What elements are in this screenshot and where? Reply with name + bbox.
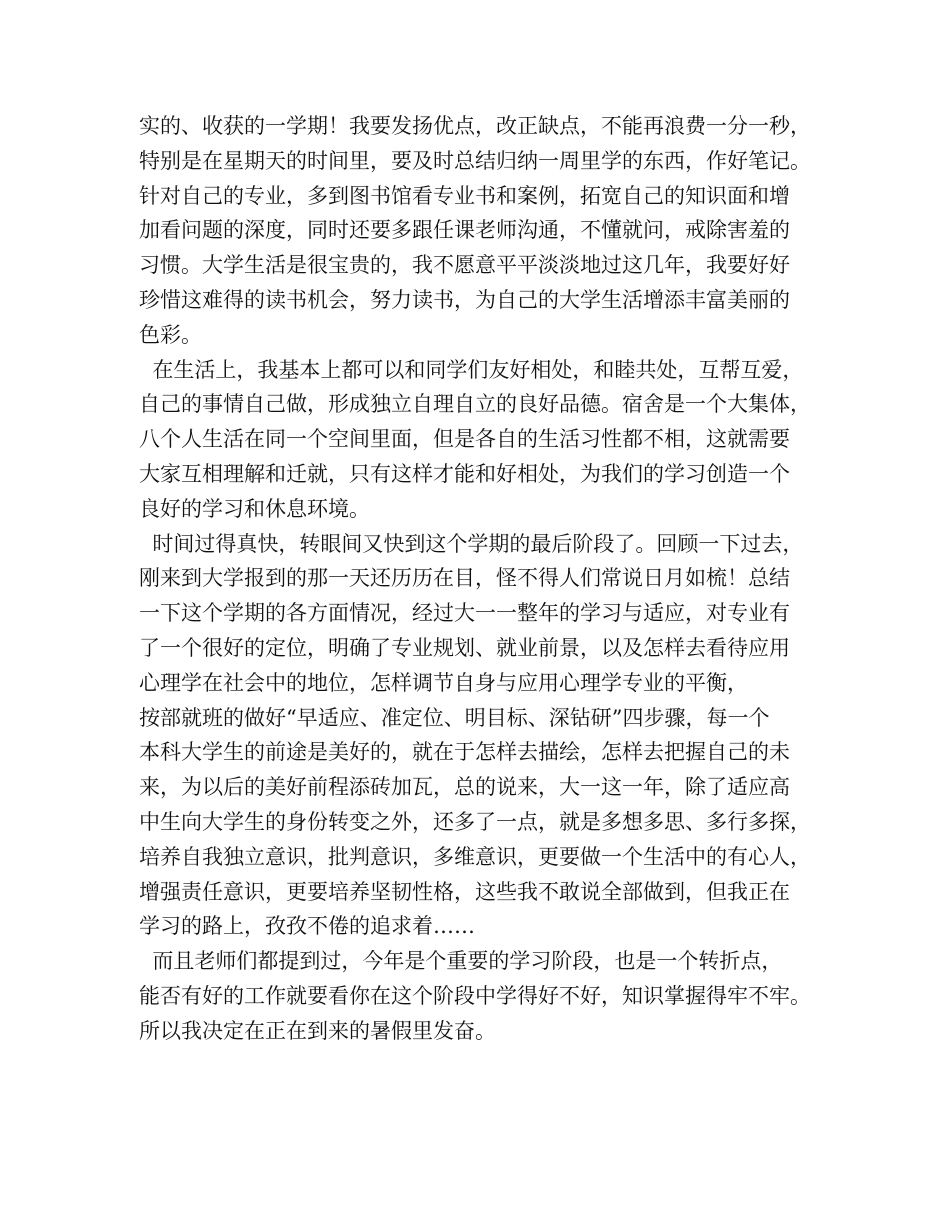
text-line: 来，为以后的美好前程添砖加瓦，总的说来，大一这一年，除了适应高 [139,775,790,800]
text-line: 习惯。大学生活是很宝贵的，我不愿意平平淡淡地过这几年，我要好好 [139,253,790,278]
text-line: 色彩。 [139,322,202,347]
text-line: 而且老师们都提到过，今年是个重要的学习阶段，也是一个转折点， [139,949,783,974]
text-line: 刚来到大学报到的那一天还历历在目，怪不得人们常说日月如梳！总结 [139,566,790,591]
text-line: 大家互相理解和迁就，只有这样才能和好相处，为我们的学习创造一个 [139,461,790,486]
text-line: 针对自己的专业，多到图书馆看专业书和案例，拓宽自己的知识面和增 [139,183,790,208]
text-line: 能否有好的工作就要看你在这个阶段中学得好不好，知识掌握得牢不牢。 [139,983,811,1008]
text-line: 时间过得真快，转眼间又快到这个学期的最后阶段了。回顾一下过去， [139,531,804,556]
text-line: 特别是在星期天的时间里，要及时总结归纳一周里学的东西，作好笔记。 [139,148,811,173]
text-line: 一下这个学期的各方面情况，经过大一一整年的学习与适应，对专业有 [139,601,790,626]
text-line: 心理学在社会中的地位，怎样调节自身与应用心理学专业的平衡， [139,670,748,695]
text-line: 自己的事情自己做，形成独立自理自立的良好品德。宿舍是一个大集体， [139,392,811,417]
text-line: 实的、收获的一学期！我要发扬优点，改正缺点，不能再浪费一分一秒， [139,114,811,138]
document-text-body [139,109,839,1049]
text-line: 中生向大学生的身份转变之外，还多了一点，就是多想多思、多行多探， [139,809,811,834]
text-line: 增强责任意识，更要培养坚韧性格，这些我不敢说全部做到，但我正在 [139,879,790,904]
text-line: 八个人生活在同一个空间里面，但是各自的生活习性都不相，这就需要 [139,427,790,452]
text-line: 珍惜这难得的读书机会，努力读书，为自己的大学生活增添丰富美丽的 [139,287,790,312]
text-line: 良好的学习和休息环境。 [139,496,370,521]
text-line: 学习的路上，孜孜不倦的追求着…… [139,914,475,939]
text-line: 在生活上，我基本上都可以和同学们友好相处，和睦共处，互帮互爱， [139,357,804,382]
text-line: 本科大学生的前途是美好的，就在于怎样去描绘，怎样去把握自己的未 [139,740,790,765]
text-line: 培养自我独立意识，批判意识，多维意识，更要做一个生活中的有心人， [139,844,811,869]
text-line: 加看问题的深度，同时还要多跟任课老师沟通，不懂就问，戒除害羞的 [139,218,790,243]
text-line: 了一个很好的定位，明确了专业规划、就业前景，以及怎样去看待应用 [139,635,790,660]
text-line: 按部就班的做好“早适应、准定位、明目标、深钻研”四步骤，每一个 [139,705,770,730]
text-line: 所以我决定在正在到来的暑假里发奋。 [139,1018,496,1043]
